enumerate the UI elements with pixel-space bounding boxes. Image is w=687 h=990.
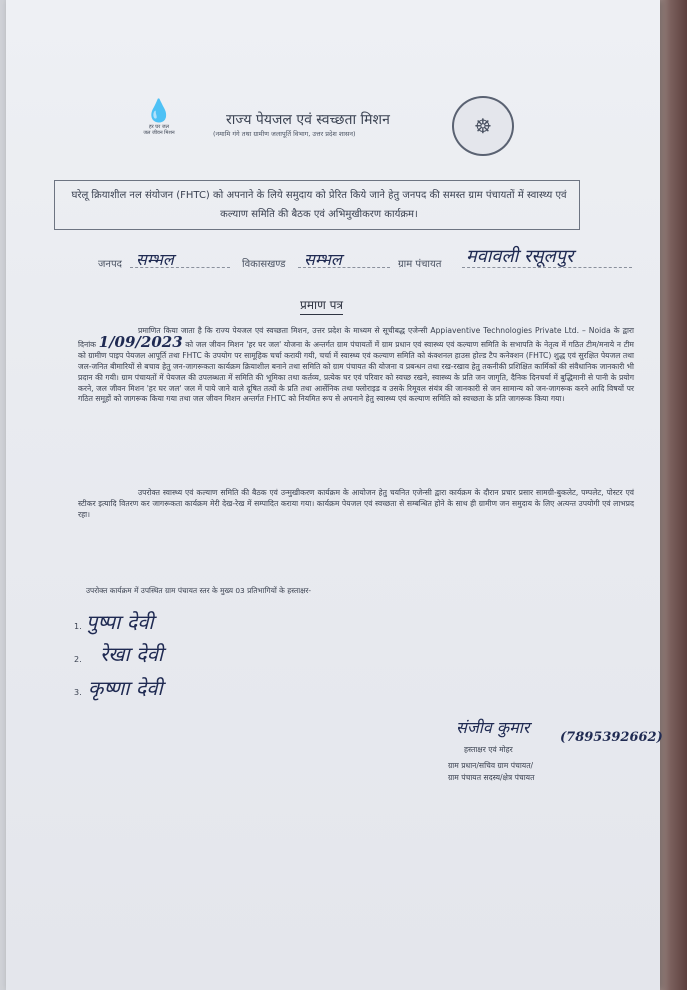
paragraph-2-text: उपरोक्त स्वास्थ्य एवं कल्याण समिति की बैठक एवं उन्मुखीकरण कार्यक्रम के आयोजन हेतु चयनित एजेन्सी द्वारा कार्यक्रम के दौरान प्रचार प्रसार सामग्री-बुकलेट, पम्पलेट, पोस्टर एवं स्टीकर इत्यादि वितरण कर जागरूकता कार्यक्रम मेरी देख-रेख में सम्पादित कराया गया। कार्यक्रम पेयजल एवं स्वच्छता से सम्बन्धित होने के साथ ही ग्रामीण जन समुदाय के लिए अत्यन्त उपयोगी एवं लाभप्रद रहा। [78,488,634,519]
paragraph-1-part-b: को जल जीवन मिशन 'हर घर जल' योजना के अन्तर्गत ग्राम पंचायतों में ग्राम प्रधान एवं स्वास्थ्य एवं कल्याण समिति के सभापति के नेतृत्व में गठित टीम/मनाये न टीम को ग्रामीण पाइप पेयजल आपूर्ति तथा FHTC के उपयोग पर सामूहिक चर्चा करायी गयी, चर्चा में स्वास्थ्य एवं कल्याण समिति को कंक्शनल हाउस होल्ड टैप कनेक्शन (FHTC) शुद्ध एवं सुरक्षित पेयजल तथा जल-जनित बीमारियों से बचाव हेतु जन-जागरूकता कार्यक्रम क्रियाशील बनाने तथा समिति को ग्राम पंचायत की योजना व प्रबन्धन तथा रख-रखाव हेतु तकनीकी प्रशिक्षित कार्मिकों की संवैधानिक जानकारी भी प्रदान की गयी। ग्राम पंचायतों में पेयजल की उपलब्धता में समिति की भूमिका तथा कर्तव्य, प्रत्येक घर एवं परिवार को स्वच्छ रखने, स्वास्थ्य के प्रति जन जागृति, दैनिक दिनचर्या में बुद्धिमानी से पानी के प्रयोग करने, जल जीवन मिशन 'हर घर जल' जल में पाये जाने वाले दूषित तत्वों के प्रति तथा आर्सेनिक तथा फ्लोराइड व उसके रिमूवल संयंत्र की जानकारी से जन सामान्य को जन-जागरूक करने आदि विषयों पर गठित समूहों को जागरूक किया गया तथा जल जीवन मिशन अन्तर्गत FHTC को नियमित रूप से अपनाने हेतु स्वास्थ्य एवं कल्याण समिति को स्वच्छता के प्रति जागरूक किया गया। [78,339,634,404]
certificate-paragraph-1 [78,326,634,405]
up-government-emblem-icon: ☸ [452,96,514,156]
participants-label: उपरोक्त कार्यक्रम में उपस्थित ग्राम पंचायत स्तर के मुख्य 03 प्रतिभागियों के हस्ताक्षर- [86,586,312,595]
panchayat-value: मवावली रसूलपुर [466,246,574,267]
program-title: घरेलू क्रियाशील नल संयोजन (FHTC) को अपनाने के लिये समुदाय को प्रेरित किये जाने हेतु जनपद की समस्त ग्राम पंचायतों में स्वास्थ्य एवं कल्याण समिति की बैठक एवं अभिमुखीकरण कार्यक्रम। [71,190,567,220]
signatory-signature: संजीव कुमार [456,718,530,737]
district-label: जनपद [98,259,122,270]
panchayat-label: ग्राम पंचायत [398,259,442,270]
jal-jeevan-mission-logo [128,100,190,156]
participant-signature: कृष्णा देवी [88,676,163,700]
participant-signature: पुष्पा देवी [86,610,154,634]
participant-number: 1. [74,622,82,631]
signatory-line-3: ग्राम पंचायत सदस्य/क्षेत्र पंचायत [448,773,535,782]
logo-caption: हर घर जल जल जीवन मिशन [143,124,175,136]
participant-number: 3. [74,688,82,697]
certificate-paragraph-2 [78,488,634,521]
certificate-heading: प्रमाण पत्र [300,296,343,315]
block-label: विकासखण्ड [242,259,286,270]
signatory-line-1: हस्ताक्षर एवं मोहर [464,745,513,754]
page-edge-background [660,0,687,990]
handwritten-date: 1/09/2023 [98,332,183,351]
water-drop-icon: 💧 [145,99,173,124]
program-title-box [54,180,580,230]
paragraph-1-part-a: प्रमाणित किया जाता है कि राज्य पेयजल एवं स्वच्छता मिशन, उत्तर प्रदेश के माध्यम से सूचीबद्ध एजेन्सी Appiaventive Technologies Private Ltd. – Noida के द्वारा दिनांक [78,326,634,349]
block-value: सम्भल [304,250,342,269]
district-value: सम्भल [136,250,174,269]
signatory-line-2: ग्राम प्रधान/सचिव ग्राम पंचायत/ [448,761,534,770]
participant-signature: रेखा देवी [100,642,163,666]
mission-subtitle: (नमामि गंगे तथा ग्रामीण जलापूर्ति विभाग, उत्तर प्रदेश शासन) [213,130,356,138]
participant-number: 2. [74,655,82,664]
mission-title: राज्य पेयजल एवं स्वच्छता मिशन [226,112,390,128]
signatory-phone: (7895392662) [560,730,663,745]
